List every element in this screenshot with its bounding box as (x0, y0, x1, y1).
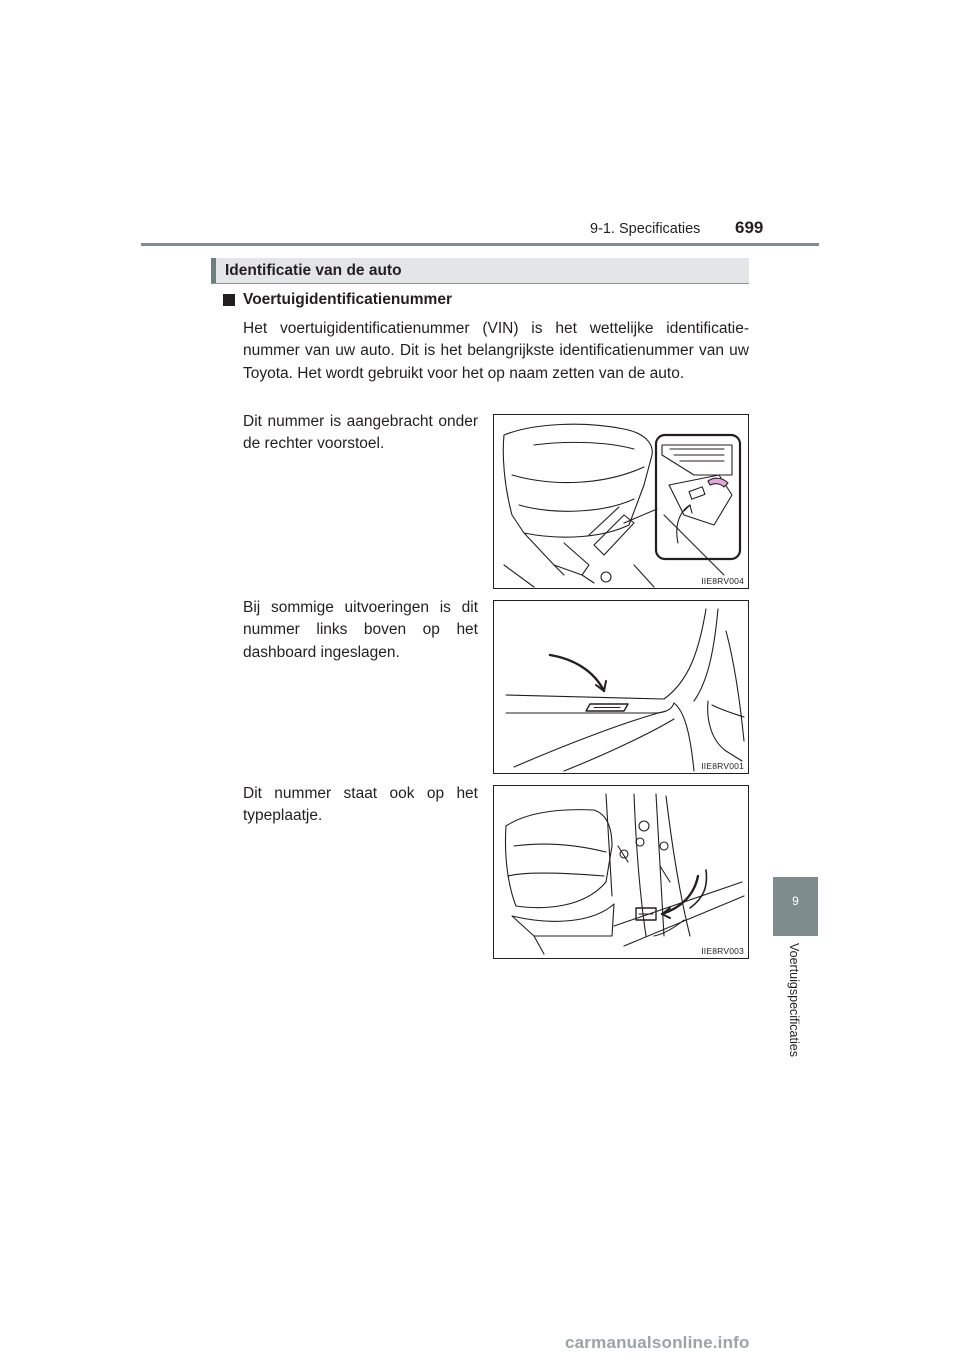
door-pillar-plate-illustration (493, 785, 749, 959)
watermark: carmanualsonline.info (565, 1333, 750, 1352)
dashboard-vin-location-illustration (493, 600, 749, 774)
section-title: Identificatie van de auto (225, 262, 402, 279)
item-text-seat: Dit nummer is aangebracht onder de rechter voorstoel. (243, 413, 478, 453)
header-rule (141, 243, 819, 246)
figure-code: IIE8RV004 (701, 576, 744, 586)
seat-vin-location-illustration (493, 414, 749, 589)
chapter-tab[interactable] (773, 877, 818, 936)
figure-code: IIE8RV003 (701, 946, 744, 956)
intro-paragraph: Het voertuigidentificatienummer (VIN) is het wettelijke identificatie-nummer van uw auto. Dit is het belangrijkste identificatienummer van uw Toyota. Het wordt gebruikt voor het op naam zetten van de auto. (243, 320, 749, 382)
square-bullet-icon (223, 294, 235, 306)
figure-code: IIE8RV001 (701, 761, 744, 771)
chapter-number: 9 (792, 894, 799, 908)
running-header-section: 9-1. Specificaties (590, 221, 701, 237)
item-text-dashboard: Bij sommige uitvoeringen is dit nummer links boven op het dashboard ingeslagen. (243, 599, 478, 661)
section-heading-accent (211, 258, 216, 283)
chapter-label: Voertuigspecificaties (787, 943, 801, 1057)
section-heading-bar (211, 258, 749, 284)
subsection-title: Voertuigidentificatienummer (243, 291, 452, 308)
page-number: 699 (735, 218, 764, 237)
item-text-plate: Dit nummer staat ook op het typeplaatje. (243, 785, 478, 825)
